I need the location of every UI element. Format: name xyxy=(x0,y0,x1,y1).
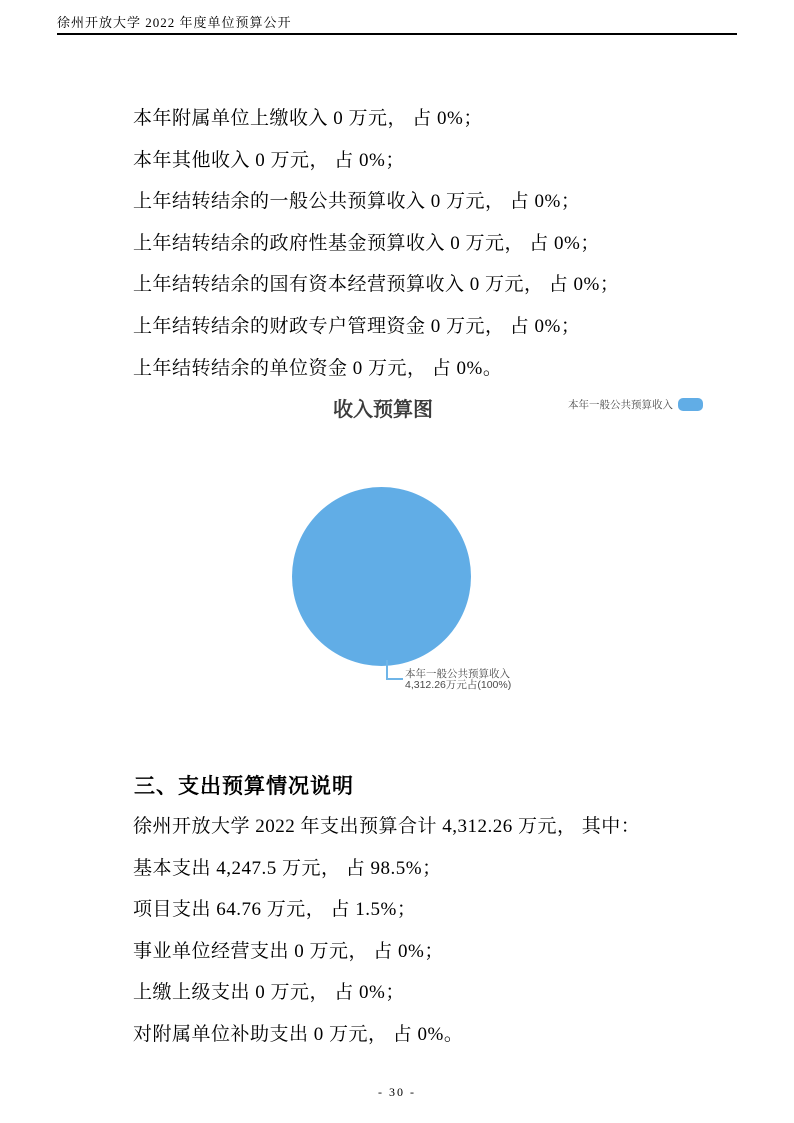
expenditure-line: 上缴上级支出 0 万元， 占 0%； xyxy=(133,982,405,1004)
expenditure-line: 基本支出 4,247.5 万元， 占 98.5%； xyxy=(133,857,442,879)
income-line: 上年结转结余的国有资本经营预算收入 0 万元， 占 0%； xyxy=(133,274,620,296)
income-line: 上年结转结余的政府性基金预算收入 0 万元， 占 0%； xyxy=(133,232,600,254)
expenditure-line: 对附属单位补助支出 0 万元， 占 0%。 xyxy=(133,1023,464,1045)
page-number: - 30 - xyxy=(378,1085,416,1099)
page-header-title: 徐州开放大学 2022 年度单位预算公开 xyxy=(57,15,292,30)
income-paragraphs xyxy=(133,98,693,389)
section-heading-expenditure: 三、支出预算情况说明 xyxy=(134,775,354,798)
pie-slice xyxy=(292,487,471,666)
pie-callout-label xyxy=(405,669,511,691)
expenditure-line: 项目支出 64.76 万元， 占 1.5%； xyxy=(133,899,417,921)
expenditure-line: 徐州开放大学 2022 年支出预算合计 4,312.26 万元， 其中： xyxy=(133,816,641,837)
expenditure-line: 事业单位经营支出 0 万元， 占 0%； xyxy=(133,940,444,962)
legend-swatch-icon xyxy=(678,398,703,411)
income-line: 本年其他收入 0 万元， 占 0%； xyxy=(133,149,405,171)
chart-title: 收入预算图 xyxy=(333,399,433,421)
pie-callout-label-line1: 本年一般公共预算收入 xyxy=(405,668,510,680)
pie-callout-line-vertical xyxy=(386,660,388,679)
pie-callout-label-line2: 4,312.26万元占(100%) xyxy=(405,679,512,691)
income-line: 本年附属单位上缴收入 0 万元， 占 0%； xyxy=(133,108,483,129)
legend-label: 本年一般公共预算收入 xyxy=(568,399,673,411)
chart-legend xyxy=(568,397,703,412)
income-line: 上年结转结余的财政专户管理资金 0 万元， 占 0%； xyxy=(133,315,581,337)
pie-callout-line-horizontal xyxy=(386,678,403,680)
header-rule xyxy=(57,33,737,35)
expenditure-paragraphs xyxy=(133,806,693,1056)
income-line: 上年结转结余的单位资金 0 万元， 占 0%。 xyxy=(133,357,503,379)
income-line: 上年结转结余的一般公共预算收入 0 万元， 占 0%； xyxy=(133,191,581,213)
